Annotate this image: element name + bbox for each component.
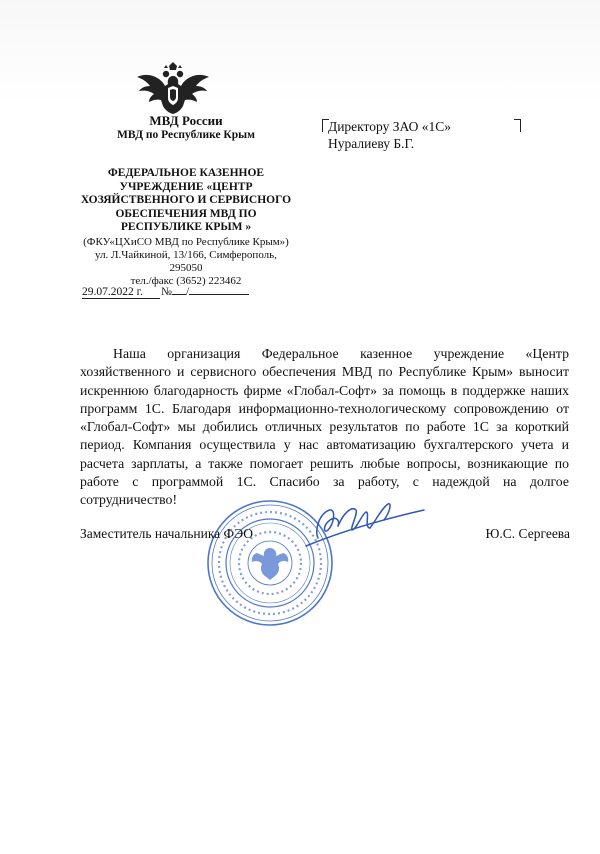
letterhead xyxy=(80,114,292,288)
addressee-title: Директору ЗАО «1С» xyxy=(328,119,451,134)
addressee-corner-left xyxy=(322,119,329,132)
organization-address: ул. Л.Чайкиной, 13/166, Симферополь, 295050 xyxy=(95,248,277,274)
addressee-corner-right xyxy=(514,119,521,132)
organization-phone: тел./факс (3652) 223462 xyxy=(130,274,242,287)
letter-body: Наша организация Федеральное казенное учреждение «Центр хозяйственного и сервисного обеспечения МВД по Республике Крым» выносит искреннюю благодарность фирме «Глобал-Софт» за помощь в поддержке наших программ 1С. Благодаря информационно-технологическому сопровождению от «Глобал-Софт» мы добились отличных результатов по работе 1С за короткий период. Компания осуществила у нас автоматизацию бухгалтерского учета и расчета зарплаты, а также помогает решить любые вопросы, возникающие по работе с программой 1С. Спасибо за работу, с надеждой на долгое сотрудничество! xyxy=(80,346,569,508)
letter-date: 29.07.2022 г. xyxy=(82,286,160,299)
addressee-block xyxy=(323,118,523,152)
ministry-name: МВД России xyxy=(149,113,223,128)
organization-short-name: (ФКУ«ЦХиСО МВД по Республике Крым») xyxy=(83,235,289,248)
ministry-region: МВД по Республике Крым xyxy=(117,129,255,141)
number-blank xyxy=(172,294,186,295)
number-label: № xyxy=(161,286,172,298)
organization-full-name: ФЕДЕРАЛЬНОЕ КАЗЕННОЕ УЧРЕЖДЕНИЕ «ЦЕНТР ХОЗЯЙСТВЕННОГО И СЕРВИСНОГО ОБЕСПЕЧЕНИЯ МВД ПО РЕСПУБЛИКЕ КРЫМ » xyxy=(80,167,292,233)
signer-name: Ю.С. Сергеева xyxy=(485,526,570,541)
number-blank-2 xyxy=(189,294,249,295)
signer-position: Заместитель начальника ФЭО xyxy=(80,526,254,541)
date-number-line: 29.07.2022 г. № / xyxy=(82,286,249,299)
double-headed-eagle-emblem xyxy=(135,62,211,118)
handwritten-signature xyxy=(300,490,430,550)
addressee-name: Нуралиеву Б.Г. xyxy=(328,136,415,151)
